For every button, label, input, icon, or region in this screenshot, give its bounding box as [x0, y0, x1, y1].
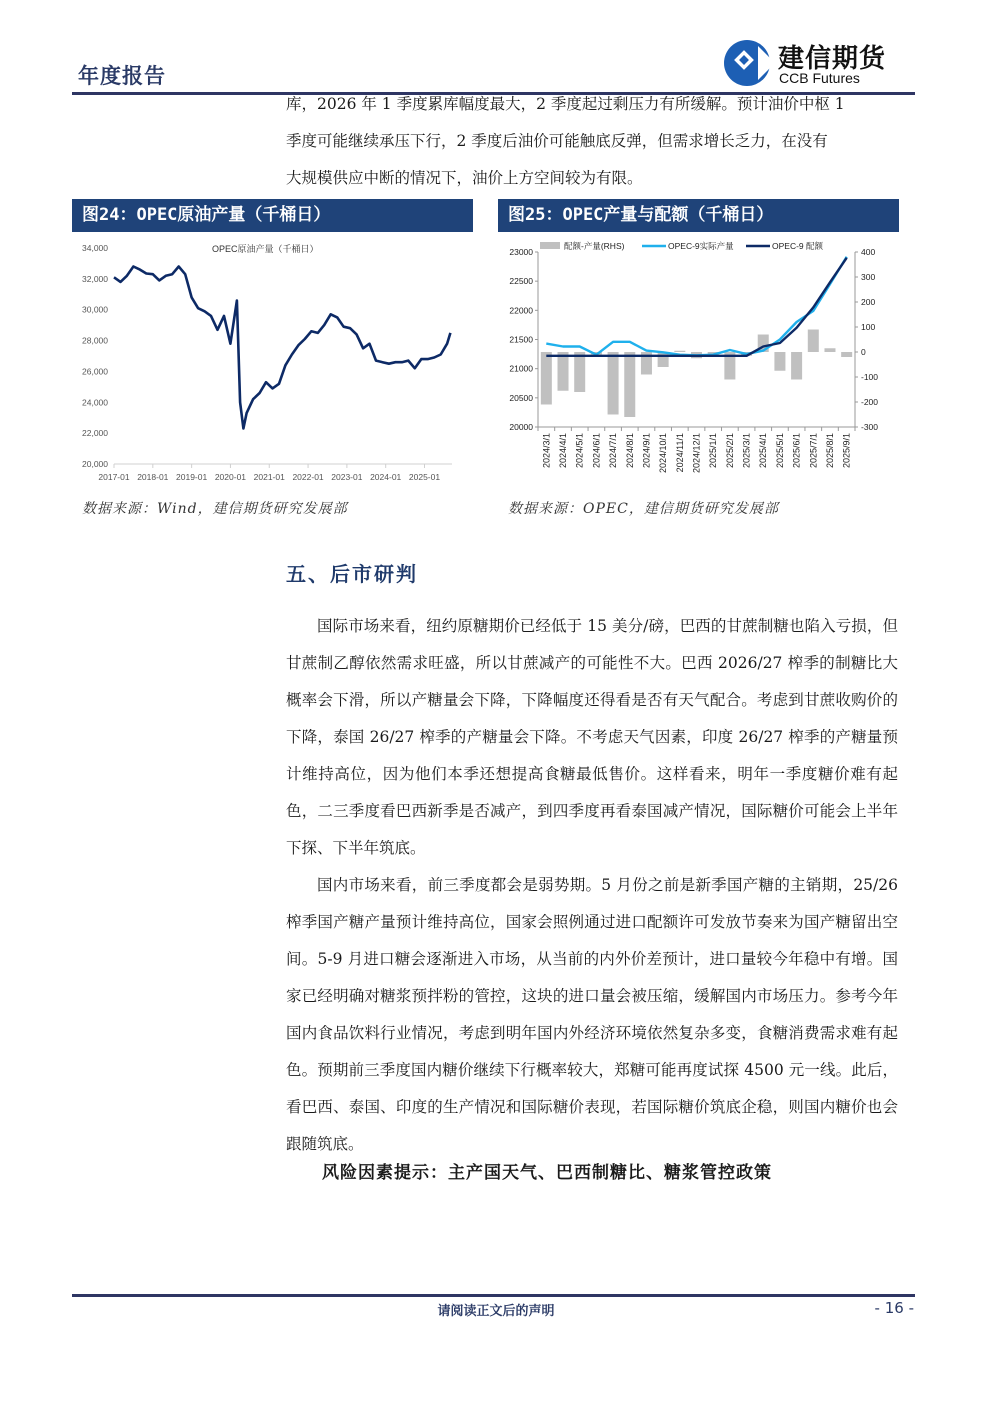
quota-gap-bar	[624, 352, 635, 417]
quota-gap-bar	[774, 352, 785, 371]
y-tick-label: 20000	[509, 422, 533, 432]
section-title: 五、后市研判	[286, 562, 418, 586]
page-number: - 16 -	[874, 1299, 914, 1317]
quota-gap-bar	[841, 352, 852, 357]
x-tick-label: 2025/6/1	[791, 433, 802, 469]
y2-tick-label: -300	[861, 422, 879, 432]
y2-tick-label: 100	[861, 322, 876, 332]
svg-text:配额-产量(RHS): 配额-产量(RHS)	[564, 241, 625, 251]
y2-tick-label: 200	[861, 297, 876, 307]
x-tick-label: 2025/8/1	[824, 433, 835, 469]
y-tick-label: 32,000	[82, 273, 108, 284]
intro-line: 季度可能继续承压下行，2 季度后油价可能触底反弹，但需求增长乏力，在没有	[286, 132, 828, 150]
risk-note: 风险因素提示：主产国天气、巴西制糖比、糖浆管控政策	[322, 1163, 772, 1183]
quota-gap-bar	[608, 352, 619, 415]
y-tick-label: 34,000	[82, 243, 108, 253]
x-tick-label: 2025/7/1	[808, 433, 819, 469]
quota-gap-bar	[791, 352, 802, 380]
x-tick-label: 2025/1/1	[708, 433, 719, 469]
x-tick-label: 2017-01	[98, 472, 130, 482]
svg-text:OPEC-9 配额: OPEC-9 配额	[772, 241, 824, 251]
x-tick-label: 2018-01	[137, 472, 169, 482]
x-tick-label: 2024/6/1	[591, 433, 602, 469]
y-tick-label: 20500	[509, 392, 533, 403]
x-tick-label: 2024-01	[370, 472, 402, 482]
paragraph-international: 国际市场来看，纽约原糖期价已经低于 15 美分/磅，巴西的甘蔗制糖也陷入亏损，但甘蔗制乙醇依然需求旺盛，所以甘蔗减产的可能性不大。巴西 2026/27 榨季的制糖比大概率会下滑，所以产糖量会下降，下降幅度还得看是否有天气配合。考虑到甘蔗收购价的下降，泰国 26/27 榨季的产糖量会下降。不考虑天气因素，印度 26/27 榨季的产糖量预计维持高位，因为他们本季还想提高食糖最低售价。这样看来，明年一季度糖价难有起色，二三季度看巴西新季是否减产，到四季度再看泰国减产情况，国际糖价可能会上半年下探、下半年筑底。	[286, 617, 898, 857]
y-tick-label: 22500	[509, 276, 533, 287]
x-tick-label: 2024/11/1	[674, 433, 685, 473]
quota-gap-bar	[574, 352, 585, 392]
intro-line: 库，2026 年 1 季度累库幅度最大，2 季度起过剩压力有所缓解。预计油价中枢 1	[286, 95, 845, 113]
y2-tick-label: -200	[861, 397, 879, 407]
paragraph-domestic: 国内市场来看，前三季度都会是弱势期。5 月份之前是新季国产糖的主销期，25/26 榨季国产糖产量预计维持高位，国家会照例通过进口配额许可发放节奏来为国产糖留出空间。5-9 月进口糖会逐渐进入市场，从当前的内外价差预计，进口量较今年稳中有增。国家已经明确对糖浆预拌粉的管控，这块的进口量会被压缩，缓解国内市场压力。参考今年国内食品饮料行业情况，考虑到明年国内外经济环境依然复杂多变，食糖消费需求难有起色。预期前三季度国内糖价继续下行概率较大，郑糖可能再度试探 4500 元一线。此后，看巴西、泰国、印度的生产情况和国际糖价表现，若国际糖价筑底企稳，则国内糖价也会跟随筑底。	[286, 876, 898, 1153]
x-tick-label: 2024/4/1	[558, 433, 569, 469]
opec-quota-chart	[498, 236, 900, 494]
footer-disclaimer: 请阅读正文后的声明	[437, 1304, 555, 1319]
x-tick-label: 2025/9/1	[841, 433, 852, 469]
section-body	[286, 608, 898, 1163]
y2-tick-label: 400	[861, 247, 876, 257]
x-tick-label: 2024/8/1	[624, 433, 635, 469]
chart-legend	[540, 241, 824, 251]
y2-tick-label: -100	[861, 372, 879, 382]
x-tick-label: 2024/7/1	[608, 433, 619, 469]
brand-name-en: CCB Futures	[779, 70, 860, 86]
x-tick-label: 2024/5/1	[574, 433, 585, 469]
opec-production-chart	[72, 236, 472, 491]
y-tick-label: 30,000	[82, 304, 108, 315]
svg-text:OPEC-9实际产量: OPEC-9实际产量	[668, 241, 734, 251]
quota-gap-bar	[808, 330, 819, 353]
ccb-logo-icon	[722, 38, 772, 88]
y-tick-label: 21500	[509, 334, 533, 345]
y-tick-label: 24,000	[82, 397, 108, 408]
y-tick-label: 22000	[509, 305, 533, 316]
x-tick-label: 2022-01	[292, 472, 324, 482]
report-type-label: 年度报告	[78, 63, 166, 88]
brand-logo	[722, 38, 912, 88]
x-tick-label: 2025/2/1	[724, 433, 735, 469]
y2-tick-label: 0	[861, 347, 866, 357]
y-tick-label: 22,000	[82, 428, 108, 439]
footer-divider	[72, 1294, 915, 1297]
figure-25-source: 数据来源：OPEC，建信期货研究发展部	[508, 501, 779, 517]
x-tick-label: 2025-01	[408, 472, 441, 482]
y-tick-label: 26,000	[82, 366, 108, 377]
x-tick-label: 2021-01	[253, 472, 285, 482]
x-tick-label: 2024/9/1	[641, 433, 652, 469]
y2-tick-label: 300	[861, 272, 876, 282]
x-tick-label: 2024/10/1	[658, 433, 669, 474]
y-tick-label: 20,000	[82, 459, 108, 469]
figure-24-source: 数据来源：Wind，建信期货研究发展部	[82, 501, 348, 517]
quota-gap-bar	[558, 352, 569, 391]
x-tick-label: 2024/12/1	[691, 433, 702, 474]
x-tick-label: 2024/3/1	[541, 433, 552, 469]
quota-gap-bar	[658, 352, 669, 367]
x-tick-label: 2025/3/1	[741, 433, 752, 469]
x-tick-label: 2023-01	[331, 472, 363, 482]
chart-title: OPEC原油产量（千桶日）	[212, 244, 319, 254]
y-tick-label: 21000	[509, 363, 533, 374]
y-tick-label: 28,000	[82, 335, 108, 346]
figure-24-title: 图24：OPEC原油产量（千桶日）	[72, 199, 473, 232]
quota-gap-bar	[674, 351, 685, 352]
x-tick-label: 2025/5/1	[774, 433, 785, 469]
x-tick-label: 2019-01	[176, 472, 208, 482]
x-tick-label: 2025/4/1	[758, 433, 769, 469]
x-tick-label: 2020-01	[214, 472, 247, 482]
figure-25	[498, 199, 899, 232]
quota-gap-bar	[541, 352, 552, 405]
y-tick-label: 23000	[509, 247, 533, 257]
figure-24	[72, 199, 473, 232]
quota-gap-bar	[824, 348, 835, 352]
figure-25-title: 图25：OPEC产量与配额（千桶日）	[498, 199, 899, 232]
intro-paragraph	[286, 86, 898, 197]
brand-name-cn: 建信期货	[778, 44, 887, 74]
intro-line: 大规模供应中断的情况下，油价上方空间较为有限。	[286, 169, 643, 187]
